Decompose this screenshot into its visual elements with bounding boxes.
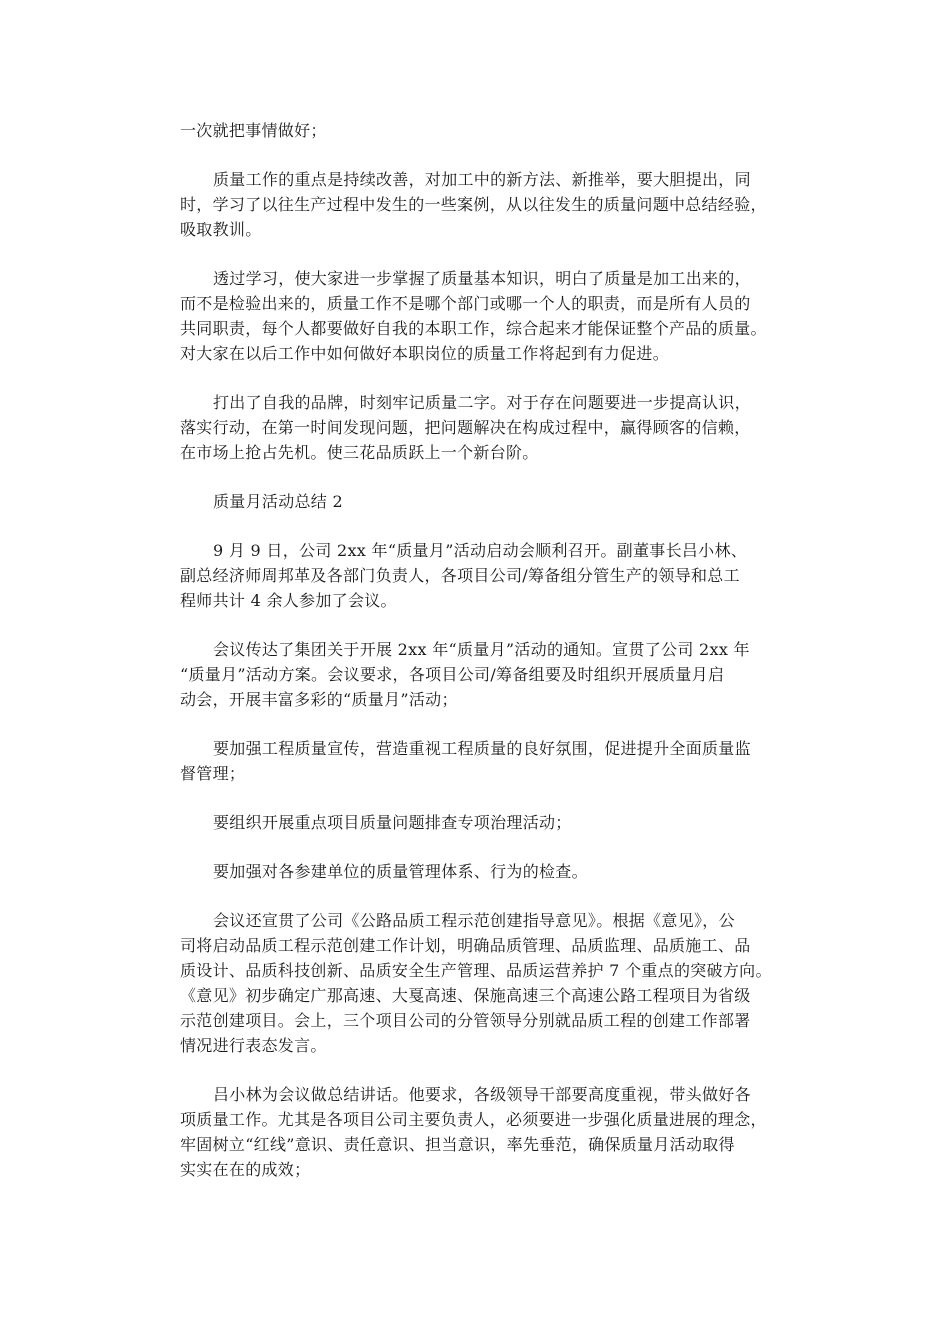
text-line: 副总经济师周邦革及各部门负责人，各项目公司/筹备组分管生产的领导和总工 [180,566,740,585]
text-line: 吸取教训。 [180,220,262,239]
text-line: “质量月”活动方案。会议要求，各项目公司/筹备组要及时组织开展质量月启 [180,665,725,684]
text-line: 程师共计 4 余人参加了会议。 [180,591,397,610]
paragraph [180,859,780,884]
text-line: 质量月活动总结 2 [213,492,343,511]
paragraph [180,489,780,514]
text-line: 要组织开展重点项目质量问题排查专项治理活动； [213,813,572,832]
text-line: 要加强对各参建单位的质量管理体系、行为的检查。 [213,862,588,881]
text-line: 项质量工作。尤其是各项目公司主要负责人，必须要进一步强化质量进展的理念， [180,1110,767,1129]
text-line: 一次就把事情做好； [180,121,327,140]
text-line: 示范创建项目。会上，三个项目公司的分管领导分别就品质工程的创建工作部署 [180,1011,751,1030]
text-line: 而不是检验出来的，质量工作不是哪个部门或哪一个人的职责，而是所有人员的 [180,294,751,313]
paragraph [180,167,780,242]
text-line: 《意见》初步确定广那高速、大戛高速、保施高速三个高速公路工程项目为省级 [180,986,751,1005]
text-line: 质设计、品质科技创新、品质安全生产管理、品质运营养护 7 个重点的突破方向。 [180,961,772,980]
text-line: 质量工作的重点是持续改善，对加工中的新方法、新推举，要大胆提出，同 [213,170,751,189]
paragraph [180,1082,780,1182]
text-line: 实实在在的成效； [180,1160,311,1179]
text-line: 牢固树立“红线”意识、责任意识、担当意识，率先垂范，确保质量月活动取得 [180,1135,735,1154]
paragraph [180,637,780,712]
paragraph [180,810,780,835]
text-line: 共同职责，每个人都要做好自我的本职工作，综合起来才能保证整个产品的质量。 [180,319,767,338]
text-line: 打出了自我的品牌，时刻牢记质量二字。对于存在问题要进一步提高认识， [213,393,751,412]
text-line: 司将启动品质工程示范创建工作计划，明确品质管理、品质监理、品质施工、品 [180,936,751,955]
text-line: 时，学习了以往生产过程中发生的一些案例，从以往发生的质量问题中总结经验， [180,195,767,214]
text-line: 吕小林为会议做总结讲话。他要求，各级领导干部要高度重视，带头做好各 [213,1085,751,1104]
document-page [180,118,780,1206]
paragraph [180,266,780,366]
paragraph [180,908,780,1058]
text-line: 会议传达了集团关于开展 2xx 年“质量月”活动的通知。宣贯了公司 2xx 年 [213,640,750,659]
paragraph [180,118,780,143]
paragraph [180,736,780,786]
text-line: 要加强工程质量宣传，营造重视工程质量的良好氛围，促进提升全面质量监 [213,739,751,758]
text-line: 督管理； [180,764,246,783]
text-line: 9 月 9 日，公司 2xx 年“质量月”活动启动会顺利召开。副董事长吕小林、 [213,541,748,560]
paragraph [180,390,780,465]
text-line: 对大家在以后工作中如何做好本职岗位的质量工作将起到有力促进。 [180,344,670,363]
text-line: 情况进行表态发言。 [180,1036,327,1055]
text-line: 会议还宣贯了公司《公路品质工程示范创建指导意见》。根据《意见》，公 [213,911,735,930]
text-line: 透过学习，使大家进一步掌握了质量基本知识，明白了质量是加工出来的， [213,269,751,288]
text-line: 动会，开展丰富多彩的“质量月”活动； [180,690,458,709]
text-line: 落实行动，在第一时间发现问题，把问题解决在构成过程中，赢得顾客的信赖， [180,418,751,437]
text-line: 在市场上抢占先机。使三花品质跃上一个新台阶。 [180,443,539,462]
paragraph [180,538,780,613]
